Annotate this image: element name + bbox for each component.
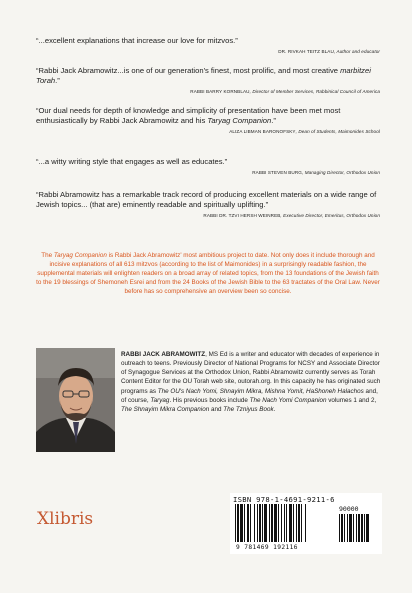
testimonial-1: [36, 36, 380, 55]
barcode-bar: [271, 504, 273, 542]
testimonial-3: [36, 106, 380, 135]
testimonial-attribution: [36, 88, 380, 95]
barcode-bar: [284, 504, 285, 542]
barcode-block: [230, 493, 382, 554]
barcode-bar: [254, 504, 255, 542]
addon-bar: [364, 514, 365, 542]
barcode-bar: [281, 504, 282, 542]
barcode-number: 9 781469 192116: [236, 544, 298, 551]
testimonial-attribution: [36, 169, 380, 176]
testimonial-attribution: [36, 128, 380, 135]
testimonial-text: “...a witty writing style that engages as well as educates.”: [36, 157, 228, 166]
testimonial-text: “Rabbi Jack Abramowitz...is one of our generation's finest, most prolific, and most creative marbitzei Torah.”: [36, 66, 371, 85]
addon-bar: [341, 514, 343, 542]
testimonial-5: [36, 190, 380, 219]
testimonial-author: ALIZA LIBMAN BARONOFSKY: [229, 129, 296, 134]
barcode-bar: [296, 504, 297, 542]
barcode-bar: [298, 504, 300, 542]
testimonial-text: “Rabbi Abramowitz has a remarkable track record of producing excellent materials on a wide range of Jewish topics... (that are) eminently readable and spiritually uplifting.”: [36, 190, 377, 209]
barcode-bar: [237, 504, 239, 542]
testimonial-role: , Executive Director, Emeritus, Orthodox Union: [280, 213, 380, 218]
addon-bar: [353, 514, 354, 542]
testimonial-attribution: [36, 212, 380, 219]
barcode-bar: [269, 504, 270, 542]
isbn-text: ISBN 978-1-4691-9211-6: [233, 495, 335, 504]
testimonial-2: [36, 66, 380, 95]
testimonial-role: , Managing Director, Orthodox Union: [301, 170, 380, 175]
testimonial-role: , Director of Member Services, Rabbinical Council of America: [249, 89, 380, 94]
testimonial-author: RABBI DR. TZVI HERSH WEINREB: [203, 213, 281, 218]
barcode: [235, 504, 377, 544]
addon-bar: [339, 514, 340, 542]
testimonial-text: “...excellent explanations that increase our love for mitzvos.”: [36, 36, 238, 45]
barcode-bar: [257, 504, 258, 542]
barcode-bar: [244, 504, 245, 542]
book-description: The Taryag Companion is Rabbi Jack Abramowitz' most ambitious project to date. Not only does it include thorough and incisive explanations of all 613 mitzvos (according to the list of Maimonides) in a surprisingly readable fashion, the supplemental materials will enlighten readers on a broad array of related topics, from the 13 foundations of the Jewish faith to the 19 blessings of Shemoneh Esrei and from the 24 Books of the Jewish Bible to the 63 tractates of the Oral Law. Never before has so comprehensive an overview been so concise.: [36, 252, 380, 296]
barcode-bar: [250, 504, 251, 542]
barcode-bar: [289, 504, 292, 542]
addon-bar: [356, 514, 357, 542]
testimonial-role: , Author and educator: [333, 49, 380, 54]
addon-bar: [358, 514, 360, 542]
addon-bar: [344, 514, 345, 542]
addon-bar: [349, 514, 352, 542]
barcode-bar: [259, 504, 261, 542]
testimonial-author: RABBI STEVEN BURG: [252, 170, 302, 175]
testimonial-text: “Our dual needs for depth of knowledge and simplicity of presentation have been met most enthusiastically by Rabbi Jack Abramowitz and his Taryag Companion.”: [36, 106, 341, 125]
barcode-bar: [278, 504, 279, 542]
addon-bar: [347, 514, 348, 542]
barcode-bar: [240, 504, 243, 542]
barcode-bar: [301, 504, 302, 542]
testimonial-author: DR. RIVKAH TEITZ BLAU: [278, 49, 334, 54]
barcode-bar: [262, 504, 263, 542]
author-bio: RABBI JACK ABRAMOWITZ, MS Ed is a writer and educator with decades of experience in outreach to teens. Previously Director of National Programs for NCSY and Associate Director of Synagogue Services at the Orthodox Union, Rabbi Abramowitz currently serves as Torah Content Editor for the OU Torah web site, outorah.org. In this capacity he has originated such programs as The OU's Nach Yomi, Shnayim Mikra, Mishna Yomit, HaShoneh Halachos and, of course, Taryag. His previous books include The Nach Yomi Companion volumes 1 and 2, The Shnayim Mikra Companion and The Tzniyus Book.: [121, 351, 381, 413]
publisher-logo: Xlibris: [37, 509, 94, 529]
author-name: RABBI JACK ABRAMOWITZ: [121, 351, 206, 358]
author-photo: [36, 348, 115, 452]
barcode-bar: [235, 504, 236, 542]
testimonial-author: RABBI BARRY KORNBLAU: [190, 89, 250, 94]
addon-bar: [366, 514, 369, 542]
author-portrait-image: [36, 348, 115, 452]
book-title: Taryag Companion: [53, 252, 107, 259]
testimonial-4: [36, 157, 380, 176]
barcode-bar: [286, 504, 287, 542]
barcode-bar: [305, 504, 306, 542]
price-code: 90000: [339, 505, 359, 513]
barcode-bar: [264, 504, 267, 542]
testimonial-role: , Dean of Students, Maimonides School: [295, 129, 380, 134]
testimonial-attribution: [36, 48, 380, 55]
addon-bar: [361, 514, 363, 542]
barcode-bar: [274, 504, 277, 542]
barcode-bar: [293, 504, 294, 542]
barcode-bar: [247, 504, 249, 542]
